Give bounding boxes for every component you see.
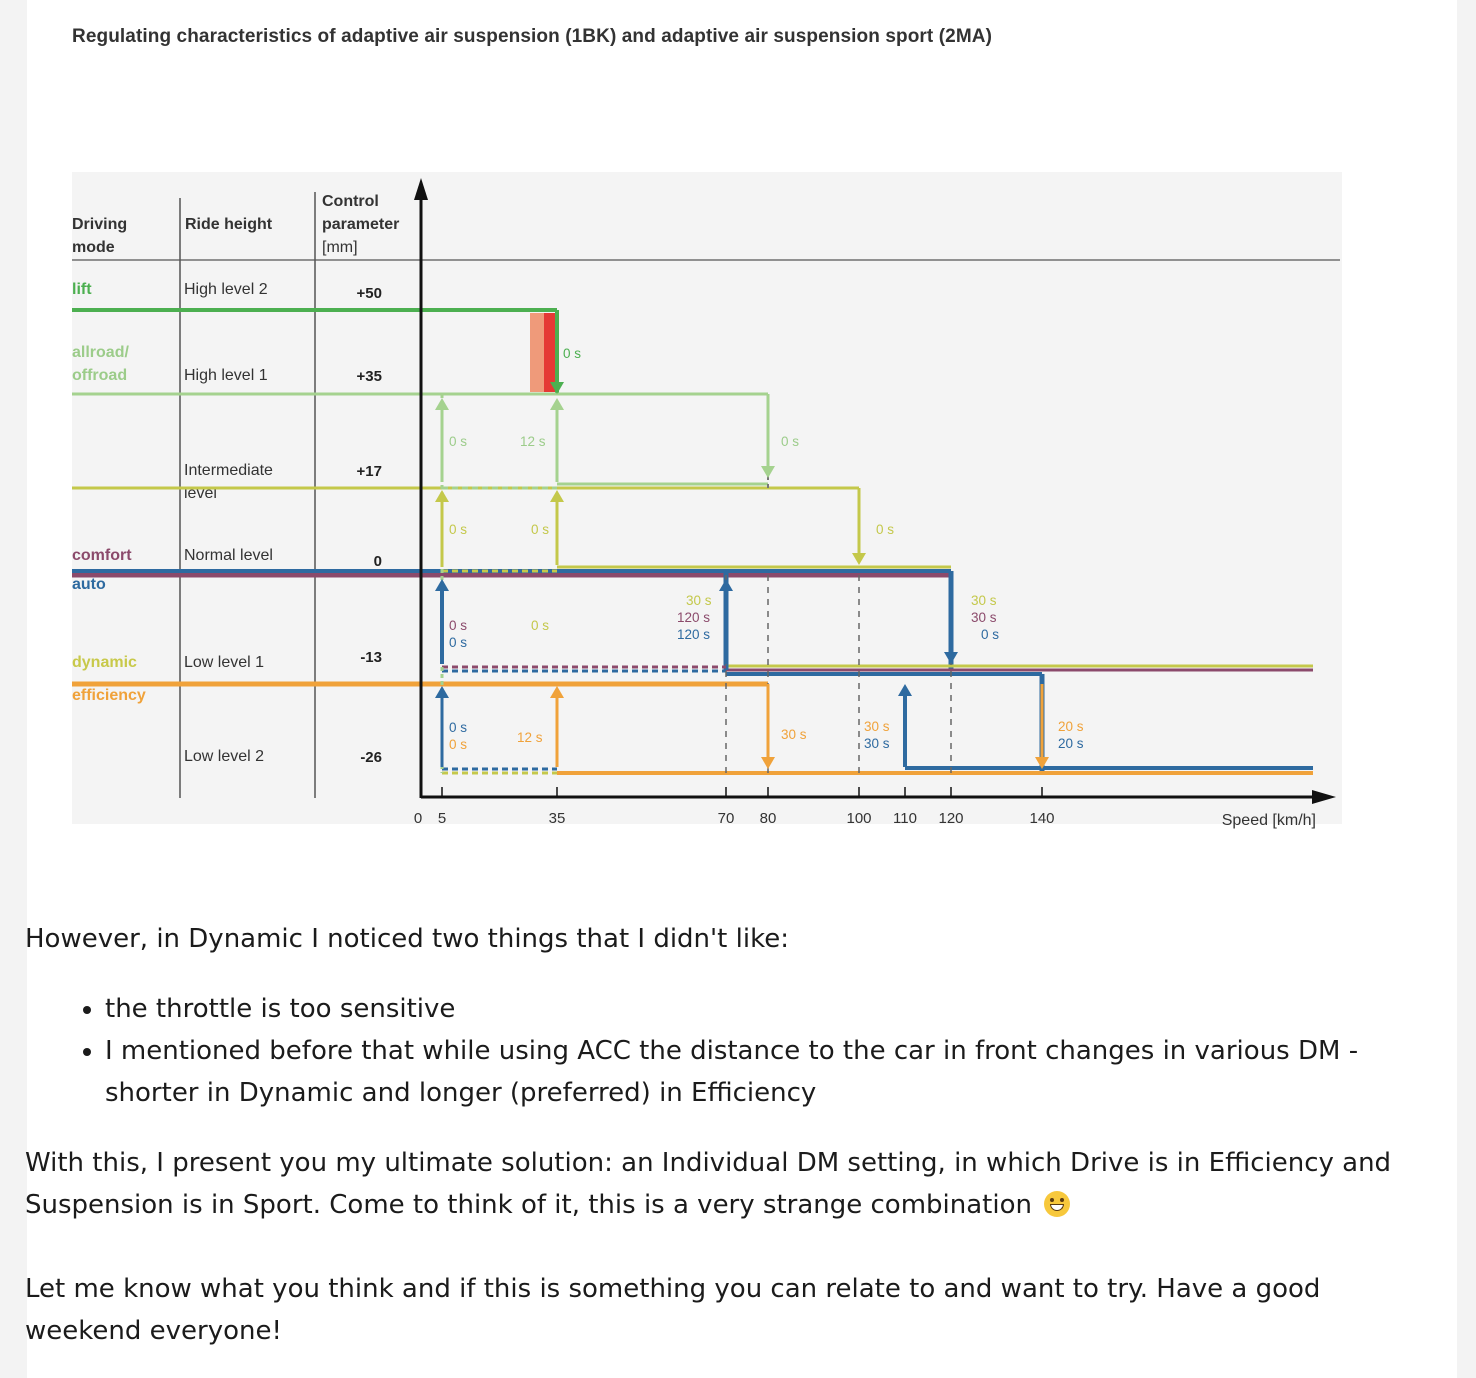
driving-mode-label: efficiency xyxy=(72,687,146,704)
x-tick-label: 80 xyxy=(759,810,777,827)
diagram-background xyxy=(72,172,1342,824)
driving-mode-label: lift xyxy=(72,281,92,298)
control-parameter-value: 0 xyxy=(373,553,382,570)
time-label: 0 s xyxy=(449,434,468,449)
bullet-item: • the throttle is too sensitive xyxy=(105,988,1415,1030)
grinning-sweat-emoji-icon xyxy=(1044,1191,1070,1217)
diagram-title: Regulating characteristics of adaptive air suspension (1BK) and adaptive air suspension sport (2MA) xyxy=(72,26,992,47)
x-tick-label: 70 xyxy=(717,810,735,827)
bullet-item: • I mentioned before that while using ACC the distance to the car in front changes in various DM - shorter in Dynamic and longer (preferred) in Efficiency xyxy=(105,1030,1415,1114)
time-label: 0 s xyxy=(876,522,895,537)
time-label: 0 s xyxy=(563,346,582,361)
ride-height-label: Normal level xyxy=(184,547,273,564)
ride-height-label: Low level 2 xyxy=(184,748,265,765)
ride-height-label: level xyxy=(184,485,217,502)
x-tick-label: 5 xyxy=(437,810,447,827)
x-tick-label: 110 xyxy=(893,810,917,827)
header-control-parameter: parameter xyxy=(322,216,400,233)
solution-text: With this, I present you my ultimate solution: an Individual DM setting, in which Drive is in Efficiency and Suspension is in Sport. Come to think of it, this is a very strange combination xyxy=(25,1148,1392,1220)
control-parameter-value: +35 xyxy=(356,368,382,385)
control-parameter-value: -13 xyxy=(360,649,382,666)
time-label: 12 s xyxy=(520,434,546,449)
x-axis-label: Speed [km/h] xyxy=(1221,812,1316,829)
intro-paragraph: However, in Dynamic I noticed two things that I didn't like: xyxy=(25,924,789,954)
time-label: 30 s xyxy=(864,736,890,751)
driving-mode-label: comfort xyxy=(72,547,132,564)
driving-mode-label: allroad/ xyxy=(72,344,129,361)
time-label: 20 s xyxy=(1058,736,1084,751)
time-label: 0 s xyxy=(449,720,468,735)
header-driving-mode: Driving xyxy=(72,216,128,233)
bullet-list xyxy=(25,988,1415,1114)
time-label: 30 s xyxy=(971,593,997,608)
solution-paragraph xyxy=(25,1142,1415,1226)
header-driving-mode: mode xyxy=(72,239,115,256)
control-parameter-value: +50 xyxy=(356,285,382,302)
time-label: 0 s xyxy=(531,618,550,633)
control-parameter-value: -26 xyxy=(360,749,382,766)
time-label: 0 s xyxy=(781,434,800,449)
time-label: 0 s xyxy=(449,618,468,633)
time-label: 0 s xyxy=(449,635,468,650)
time-label: 0 s xyxy=(449,737,468,752)
time-label: 20 s xyxy=(1058,719,1084,734)
closing-paragraph: Let me know what you think and if this is something you can relate to and want to try. Have a good weekend everyone! xyxy=(25,1274,1321,1346)
x-tick-label: 140 xyxy=(1029,810,1055,827)
header-control-parameter: Control xyxy=(322,193,379,210)
time-label: 0 s xyxy=(449,522,468,537)
salmon-block xyxy=(530,313,544,392)
x-tick-label: 35 xyxy=(548,810,566,827)
time-label: 30 s xyxy=(864,719,890,734)
post-body xyxy=(25,918,1415,1352)
x-tick-label: 0 xyxy=(413,810,423,827)
time-label: 30 s xyxy=(781,727,807,742)
x-tick-label: 120 xyxy=(938,810,964,827)
ride-height-label: High level 1 xyxy=(184,367,268,384)
header-control-parameter: [mm] xyxy=(322,239,358,256)
ride-height-label: Intermediate xyxy=(184,462,273,479)
control-parameter-value: +17 xyxy=(356,463,382,480)
driving-mode-label: offroad xyxy=(72,367,128,384)
time-label: 120 s xyxy=(677,610,711,625)
ride-height-label: Low level 1 xyxy=(184,654,265,671)
header-ride-height: Ride height xyxy=(185,216,273,233)
time-label: 12 s xyxy=(517,730,543,745)
driving-mode-label: dynamic xyxy=(72,654,137,671)
time-label: 30 s xyxy=(971,610,997,625)
time-label: 120 s xyxy=(677,627,711,642)
time-label: 30 s xyxy=(686,593,712,608)
ride-height-label: High level 2 xyxy=(184,281,268,298)
time-label: 0 s xyxy=(531,522,550,537)
x-tick-label: 100 xyxy=(846,810,872,827)
time-label: 0 s xyxy=(981,627,1000,642)
driving-mode-label: auto xyxy=(72,576,106,593)
